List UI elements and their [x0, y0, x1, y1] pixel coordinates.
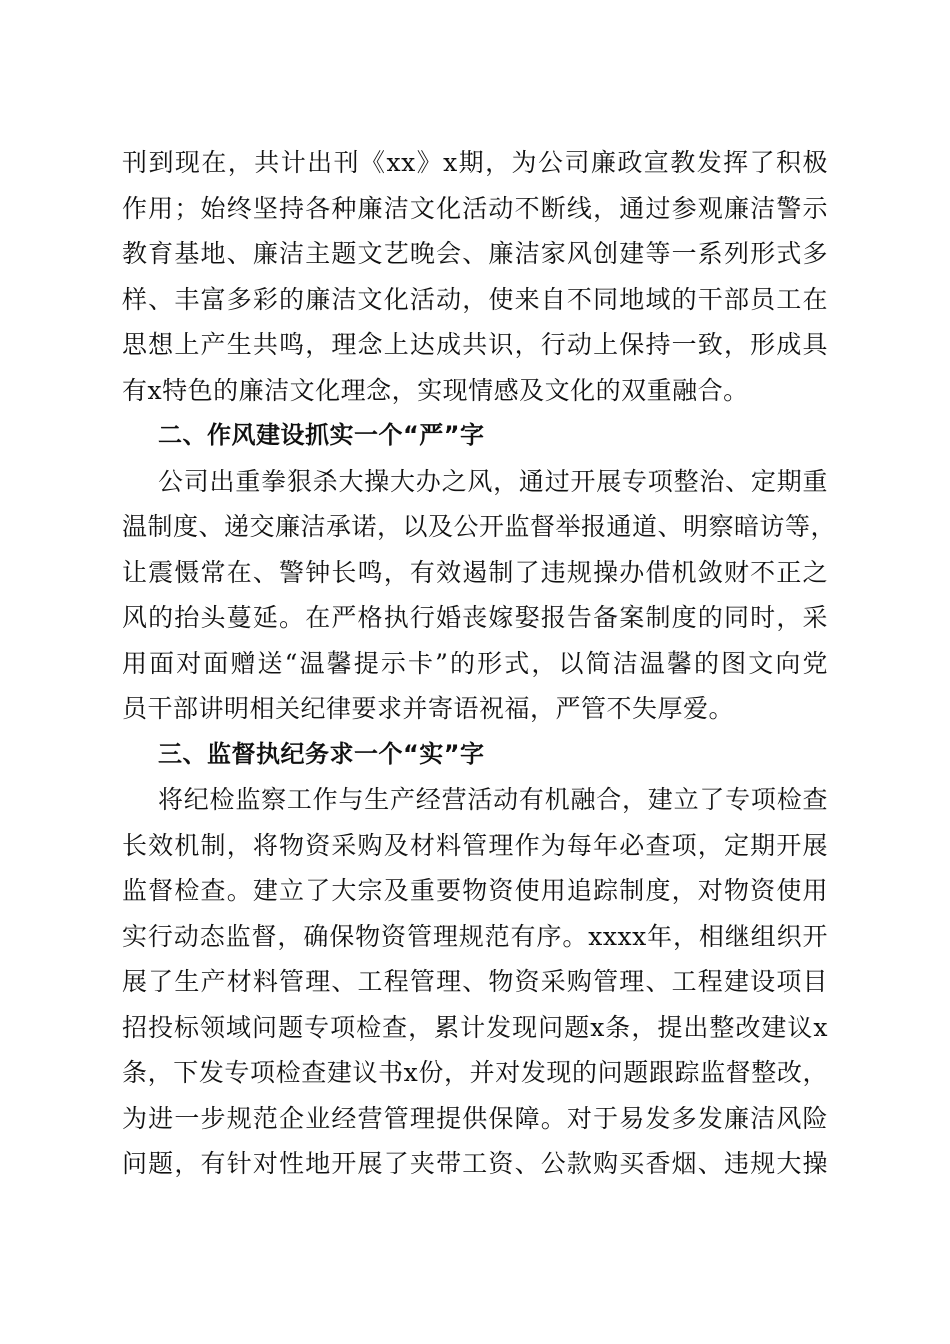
- text-line: 教育基地、廉洁主题文艺晚会、廉洁家风创建等一系列形式多: [122, 239, 828, 268]
- text-line: 用面对面赠送“温馨提示卡”的形式，以简洁温馨的图文向党: [122, 648, 828, 678]
- section-heading: 二、作风建设抓实一个“严”字: [158, 421, 485, 449]
- text-line: 思想上产生共鸣，理念上达成共识，行动上保持一致，形成具: [122, 330, 828, 359]
- text-line: 条，下发专项检查建议书x份，并对发现的问题跟踪监督整改，: [122, 1058, 828, 1087]
- text-line: 风的抬头蔓延。在严格执行婚丧嫁娶报告备案制度的同时，采: [122, 603, 828, 632]
- text-line: 展了生产材料管理、工程管理、物资采购管理、工程建设项目: [122, 967, 828, 996]
- section-2: [122, 413, 837, 732]
- text-line: 有x特色的廉洁文化理念，实现情感及文化的双重融合。: [122, 375, 749, 405]
- section-heading: 三、监督执纪务求一个“实”字: [158, 739, 485, 768]
- text-line: 招投标领域问题专项检查，累计发现问题x条，提出整改建议x: [122, 1012, 828, 1042]
- text-line: 将纪检监察工作与生产经营活动有机融合，建立了专项检查: [158, 785, 828, 814]
- text-line: 公司出重拳狠杀大操大办之风，通过开展专项整治、定期重: [158, 466, 828, 496]
- section-3: [122, 732, 828, 1187]
- text-line: 监督检查。建立了大宗及重要物资使用追踪制度，对物资使用: [122, 876, 828, 905]
- text-line: 样、丰富多彩的廉洁文化活动，使来自不同地域的干部员工在: [122, 284, 828, 314]
- text-line: 让震慑常在、警钟长鸣，有效遏制了违规操办借机敛财不正之: [122, 557, 828, 587]
- text-line: 长效机制，将物资采购及材料管理作为每年必查项，定期开展: [122, 830, 828, 860]
- paragraph-1: [122, 140, 828, 413]
- text-line: 刊到现在，共计出刊《xx》x期，为公司廉政宣教发挥了积极: [122, 148, 828, 177]
- text-line: 作用；始终坚持各种廉洁文化活动不断线，通过参观廉洁警示: [122, 193, 828, 223]
- document-body: [122, 140, 837, 1187]
- text-line: 实行动态监督，确保物资管理规范有序。xxxx年，相继组织开: [122, 921, 828, 951]
- text-line: 员干部讲明相关纪律要求并寄语祝福，严管不失厚爱。: [122, 694, 735, 723]
- text-line: 温制度、递交廉洁承诺，以及公开监督举报通道、明察暗访等，: [122, 512, 837, 541]
- text-line: 问题，有针对性地开展了夹带工资、公款购买香烟、违规大操: [122, 1149, 828, 1178]
- text-line: 为进一步规范企业经营管理提供保障。对于易发多发廉洁风险: [122, 1103, 828, 1133]
